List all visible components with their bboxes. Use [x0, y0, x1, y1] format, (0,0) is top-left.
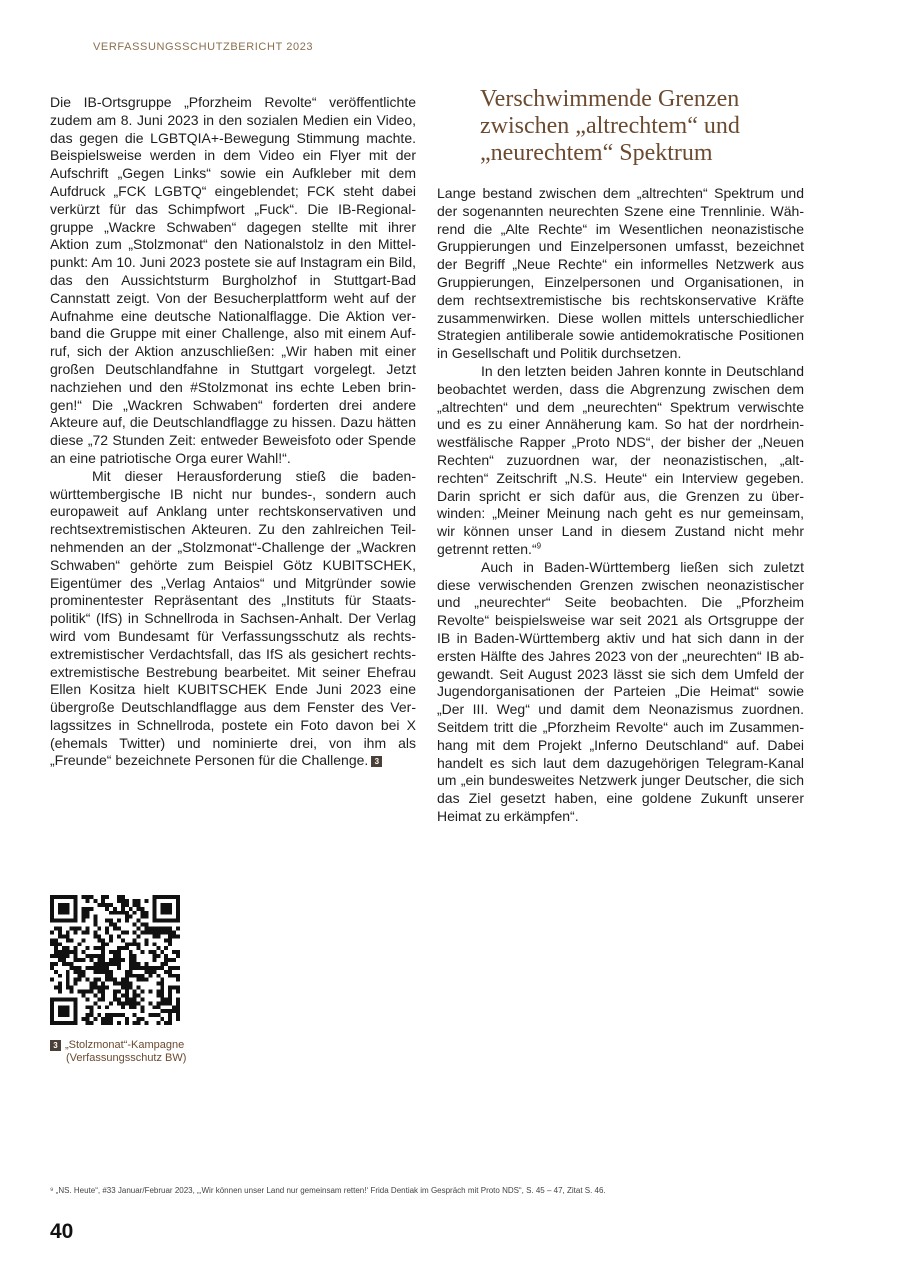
footnote-marker[interactable]: 9	[536, 541, 542, 551]
caption-line-2: (Verfassungsschutz BW)	[66, 1052, 187, 1064]
qr-caption	[50, 1039, 186, 1065]
running-header: VERFASSUNGSSCHUTZBERICHT 2023	[93, 41, 314, 53]
reference-badge[interactable]: 3	[371, 756, 382, 767]
right-paragraph-2-text: In den letzten beiden Jahren konnte in Deutschland beobachtet werden, dass die Abgrenzung zwischen dem „altrechten“ und dem „neurechten“ Spektrum verwischte und es zu einer Annäherung kam. So hat der nordrhein-westfälische Rapper „Proto NDS“, der bisher der „Neuen Rechten“ zuzuordnen war, der neonazistischen, „altrechten“ Zeitschrift „N.S. Heute“ ein Interview gegeben. Darin spricht er sich dafür aus, die Grenzen zu überwinden: „Meiner Meinung nach geht es nur gemeinsam, wir können unser Land in diesem Zustand nicht mehr getrennt retten.“	[437, 362, 804, 557]
footnote: ⁹ „NS. Heute“, #33 Januar/Februar 2023, „‚Wir können unser Land nur gemeinsam retten!‘ Frida Dentiak im Gespräch mit Proto NDS“, S. 45 – 47, Zitat S. 46.	[50, 1186, 606, 1195]
section-heading: Verschwimmende Grenzen zwischen „altrechtem“ und „neurechtem“ Spektrum	[480, 86, 740, 166]
left-paragraph-2	[50, 468, 416, 771]
qr-code-icon[interactable]	[50, 895, 180, 1025]
left-column	[50, 94, 416, 770]
left-paragraph-2-text: Mit dieser Herausforderung stieß die baden-württembergische IB nicht nur bundes-, sondern auch europaweit auf Anklang unter rechtskonservativen und rechtsextremistischen Akteuren. Zu den zahlreichen Teilnehmenden an der „Stolzmonat“-Challenge der „Wackren Schwaben“ gehörte zum Beispiel Götz KUBITSCHEK, Eigentümer des „Verlag Antaios“ und Mitgründer sowie prominentester Repräsentant des „Instituts für Staatspolitik“ (IfS) in Schnellroda in Sachsen-Anhalt. Der Verlag wird vom Bundesamt für Verfassungsschutz als rechtsextremistischer Verdachtsfall, das IfS als gesichert rechtsextremistische Bestrebung bearbeitet. Mit seiner Ehefrau Ellen Kositza hielt KUBITSCHEK Ende Juni 2023 eine übergroße Deutschlandflagge aus dem Fenster des Verlagssitzes in Schnellroda, postete ein Foto davon bei X (ehemals Twitter) und nominierte drei, von ihm als „Freunde“ bezeichnete Personen für die Challenge.	[50, 467, 416, 769]
right-paragraph-2	[437, 363, 804, 559]
right-paragraph-1: Lange bestand zwischen dem „altrechten“ Spektrum und der sogenannten neurechten Szene eine Trennlinie. Während die „Alte Rechte“ im Wesentlichen neonazistische Gruppierungen und Einzelpersonen umfasst, bezeichnet der Begriff „Neue Rechte“ ein informelles Netzwerk aus Gruppierungen, Einzelpersonen und Organisationen, in dem rechtsextremistische bis rechtskonservative Kräfte zusammenwirken. Diese wollen mittels unterschiedlicher Strategien antiliberale sowie antidemokratische Positionen in Gesellschaft und Politik durchsetzen.	[437, 185, 804, 362]
caption-line-1: „Stolzmonat“-Kampagne	[65, 1039, 185, 1051]
caption-reference-badge: 3	[50, 1040, 61, 1051]
right-paragraph-3: Auch in Baden-Württemberg ließen sich zuletzt diese verwischenden Grenzen zwischen neonazistischer und „neurechter“ Seite beobachten. Die „Pforzheim Revolte“ beispielsweise war seit 2021 als Ortsgruppe der IB in Baden-Württemberg aktiv und hat sich dann in der ersten Hälfte des Jahres 2023 von der „neurechten“ IB abgewandt. Seit August 2023 lässt sie sich dem Umfeld der Jugendorganisationen der Parteien „Die Heimat“ sowie „Der III. Weg“ und damit dem Neonazismus zuordnen. Seitdem tritt die „Pforzheim Revolte“ auch im Zusammenhang mit dem Projekt „Inferno Deutschland“ auf. Dabei handelt es sich laut dem dazugehörigen Telegram-Kanal um „ein bundesweites Netzwerk junger Deutscher, die sich das Ziel gesetzt haben, eine goldene Zukunft unserer Heimat zu erkämpfen“.	[437, 558, 804, 824]
page-number: 40	[50, 1220, 74, 1243]
left-paragraph-1: Die IB-Ortsgruppe „Pforzheim Revolte“ veröffentlichte zudem am 8. Juni 2023 in den sozialen Medien ein Video, das gegen die LGBTQIA+-Bewegung Stimmung machte. Beispielsweise werden in dem Video ein Flyer mit der Aufschrift „Gegen Links“ sowie ein Aufkleber mit dem Aufdruck „FCK LGBTQ“ eingeblendet; FCK steht dabei verkürzt für das Schimpfwort „Fuck“. Die IB-Regionalgruppe „Wackre Schwaben“ dagegen stellte mit ihrer Aktion zum „Stolzmonat“ den Nationalstolz in den Mittelpunkt: Am 10. Juni 2023 postete sie auf Instagram ein Bild, das den Aussichtsturm Burgholzhof in Stuttgart-Bad Cannstatt zeigt. Von der Besucherplattform weht auf der Aufnahme eine deutsche Nationalflagge. Die Aktion verband die Gruppe mit einer Challenge, also mit einem Aufruf, sich der Aktion anzuschließen: „Wir haben mit einer großen Deutschlandfahne in Stuttgart vorgelegt. Jetzt nachziehen und den #Stolzmonat ins echte Leben bringen!“ Die „Wackren Schwaben“ forderten drei andere Akteure auf, die Deutschlandflagge zu hissen. Dazu hätten diese „72 Stunden Zeit: entweder Beweisfoto oder Spende an eine patriotische Orga eurer Wahl!“.	[50, 94, 416, 466]
right-column	[437, 86, 804, 826]
